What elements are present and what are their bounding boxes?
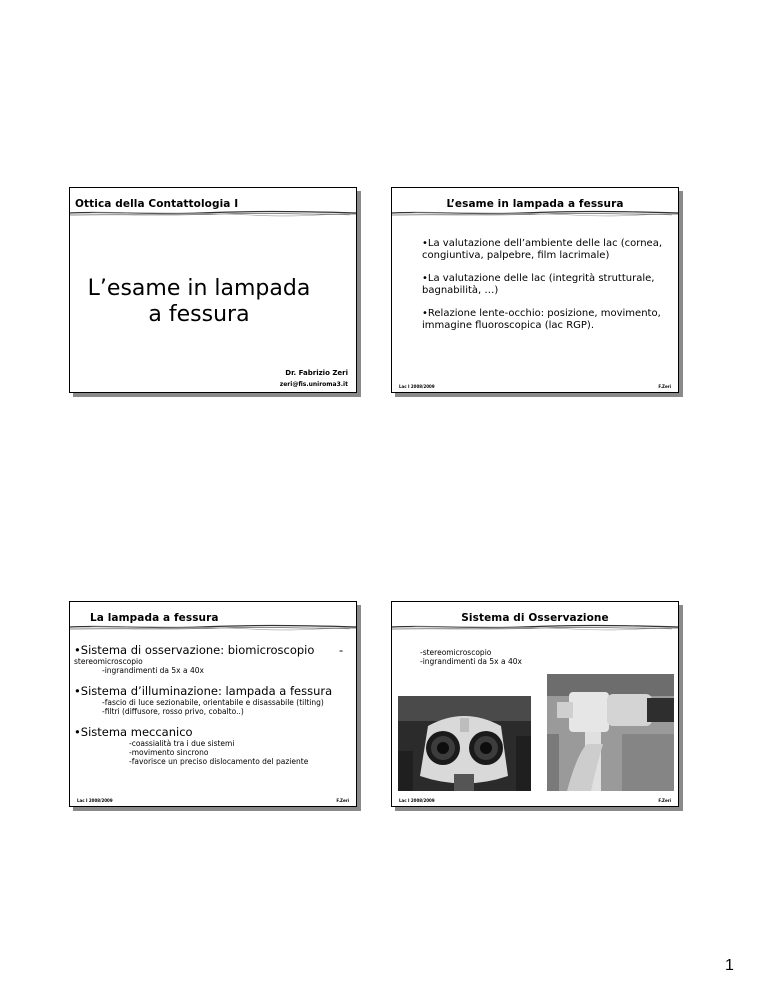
sub-item: -ingrandimenti da 5x a 40x	[420, 657, 522, 666]
bullet-item: •Sistema d’illuminazione: lampada a fessura	[74, 684, 333, 698]
slide-title-bar	[70, 602, 356, 628]
brush-stroke-divider	[70, 210, 357, 218]
footer-author: F.Zeri	[658, 798, 671, 803]
sub-list	[420, 648, 522, 666]
author-email: zeri@fis.uniroma3.it	[279, 381, 348, 388]
slide-2	[391, 187, 679, 393]
sub-item: stereomicroscopio	[74, 657, 143, 666]
sub-item: -coassialità tra i due sistemi	[129, 739, 235, 748]
slide-title: Sistema di Osservazione	[461, 612, 609, 624]
slide-1	[69, 187, 357, 393]
author-name: Dr. Fabrizio Zeri	[285, 369, 348, 377]
bullet-item: •Relazione lente-occhio: posizione, movimento, immagine fluoroscopica (lac RGP).	[422, 308, 661, 331]
bullet-item: •Sistema meccanico	[74, 725, 193, 739]
bullet-text: •Sistema di osservazione: biomicroscopio	[74, 643, 315, 657]
brush-stroke-divider	[70, 624, 357, 632]
bullet-item: •La valutazione dell’ambiente delle lac (cornea, congiuntiva, palpebre, film lacrimale)	[422, 238, 662, 261]
slide-4	[391, 601, 679, 807]
sub-item: -fascio di luce sezionabile, orientabile e disassabile (tilting)	[102, 698, 324, 707]
biomicroscope-eyepieces-photo	[398, 696, 531, 791]
sub-item: -favorisce un preciso dislocamento del paziente	[129, 757, 309, 766]
brush-stroke-divider	[392, 624, 679, 632]
slide-title-bar	[392, 188, 678, 214]
sub-item: -stereomicroscopio	[420, 648, 492, 657]
bullet-item: •La valutazione delle lac (integrità strutturale, bagnabilità, …)	[422, 273, 655, 296]
bullet-list	[74, 644, 354, 766]
slit-lamp-side-photo	[547, 674, 674, 791]
slide-title: La lampada a fessura	[90, 612, 219, 624]
slide-title: L’esame in lampada a fessura	[446, 198, 624, 210]
footer-course: Lac I 2008/2009	[399, 384, 435, 389]
footer-author: F.Zeri	[658, 384, 671, 389]
footer-course: Lac I 2008/2009	[77, 798, 113, 803]
footer-course: Lac I 2008/2009	[399, 798, 435, 803]
presentation-title: L’esame in lampada a fessura	[87, 276, 311, 327]
slide-title: Ottica della Contattologia I	[75, 198, 239, 210]
footer-author: F.Zeri	[336, 798, 349, 803]
bullet-list	[422, 238, 667, 343]
sub-item: -movimento sincrono	[129, 748, 209, 757]
slide-title-bar	[70, 188, 356, 214]
bullet-item	[74, 644, 354, 657]
slide-3	[69, 601, 357, 807]
bullet-dash: -	[339, 643, 344, 657]
sub-item: -filtri (diffusore, rosso privo, cobalto..)	[102, 707, 244, 716]
brush-stroke-divider	[392, 210, 679, 218]
slide-title-bar	[392, 602, 678, 628]
sub-item: -ingrandimenti da 5x a 40x	[102, 666, 204, 675]
page-number: 1	[725, 957, 734, 974]
